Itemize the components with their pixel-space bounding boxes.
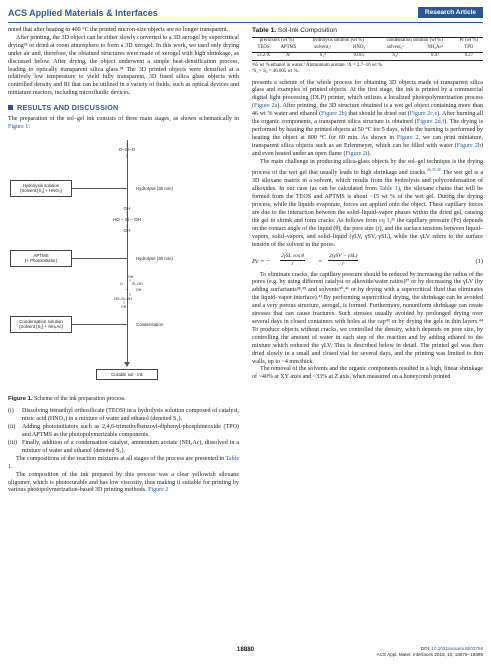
composition-table: [252, 37, 483, 61]
equation-fraction: 2(γSV − γSL) r: [329, 252, 358, 268]
table-footnotes: ᵃ65 wt % ethanol in water. ᵇAmmonium acetate. ᶜX = 2.7−16 wt %. ᵈS₁ + S₂ = 46.005 wt %.: [252, 62, 384, 75]
table-header: APTMS: [280, 45, 297, 51]
paragraph: The removal of the solvents and the organic components resulted in a high, linear shrinkage of ~40% at XY axes and ~33% at Z axis, when measured on a honeycomb printed: [252, 366, 483, 381]
flow-connector: [72, 258, 127, 259]
paragraph: The compositions of the reaction mixtures at all stages of the process are presented in Table 1.: [8, 455, 239, 470]
page-number: 18880: [236, 646, 255, 653]
table-header: TPO: [464, 45, 474, 51]
section-heading: RESULTS AND DISCUSSION: [8, 104, 239, 112]
figure-link[interactable]: Figure 2c,e: [409, 111, 438, 118]
table-header: condensation solution (wt %): [386, 38, 443, 44]
list-item: (iii) Finally, addition of a condensation catalyst, ammonium acetate (NH₄Ac), dissolved in a mixture of water and ethanol (denoted S₂).: [8, 440, 239, 454]
table-cell: 0.27: [464, 53, 474, 59]
right-column: [252, 27, 483, 382]
paragraph: presents a scheme of the whole process for obtaining 3D objects made of transparent silica glass and examples of printed objects. At the first stage, the ink is printed by a commercial digital light processing (DLP) printer, which utilizes a localized photopolymerization process (Figure 2a). After printing, the 3D structure obtained is a wet gel object containing more than 46 wt % water and ethanol (Figure 2b) that should be dried out (Figure 2c,e). After burning all the organic components, a transparent silica structure is obtained (Figure 2d,f). The drying is performed by heating the printed objects at 50 °C for 5 days, while the burning is performed by heating the object at 800 °C for 60 min. As shown in Figure 2, we can print miniature, transparent silica objects such as an Erlenmeyer, which can be filled with water (Figure 2h) and even heated under an open flame (Figure 2i).: [252, 79, 483, 157]
table-cell: S₂ᵈ: [392, 53, 399, 59]
paragraph: noted that after heating to 400 °C the printed micron-size objects are no longer transparent.: [8, 27, 229, 33]
figure-link[interactable]: Figure 2: [396, 134, 419, 141]
equation-number: (1): [475, 257, 483, 265]
journal-name: ACS Applied Materials & Interfaces: [8, 8, 158, 18]
table-cell: Xᶜ: [286, 53, 291, 59]
table-cell: 53.2-X: [256, 53, 271, 59]
figure-link[interactable]: Figure 2d,f: [416, 119, 445, 126]
list-item: (ii) Adding photoinitiators such as 2,4,6-trimethylbenzoyl-diphenyl-phosphineoxide (TPO) and APTMS as the photopolymerizable components.: [8, 424, 239, 439]
paragraph: The composition of the ink prepared by this process was a clear yellowish siloxane oligomer, which is photocurable and has low viscosity, thus making it suitable for printing by various photopolymerization-based 3D printing methods. Figure 2: [8, 471, 239, 494]
flow-connector: [72, 324, 127, 325]
table-header: precursors (wt %): [259, 38, 295, 44]
condensation-label: Condensation: [136, 321, 164, 327]
list-item: (i) Dissolving tetraethyl orthosilicate (TEOS) in a hydrolysis solution composed of catalyst, nitric acid (HNO₃) in a mixture of water and ethanol (denoted S₁).: [8, 408, 239, 423]
flow-connector: [72, 188, 127, 189]
citation-link[interactable]: 26,35,36: [426, 167, 441, 173]
svg-text:HO–Si–OH: HO–Si–OH: [114, 296, 132, 301]
arrow-down-icon: [124, 362, 130, 367]
figure-link[interactable]: Figure 2a: [254, 103, 278, 110]
section-square-icon: [8, 105, 13, 110]
process-steps: [8, 408, 239, 455]
aptms-box: APTMS (+ Photoinitiator): [10, 250, 72, 267]
condensation-solution-box: Condensation solution (Solvent [S₂] + NH₄Ac): [10, 316, 72, 333]
paragraph: To eliminate cracks, the capillary pressure should be reduced by increasing the radius of the pores (e.g. by using different catalyst or alkoxide/water ratios)³⁷ or by decreasing the γLV (by adding surfactants³⁸,³⁹ and solvents⁴⁰,⁴¹ or by drying with a supercritical fluid that eliminates the liquid–vapor interface).⁴² By performing supercritical drying, the shrinkage can be avoided and a very porous structure, aerogel, is formed. Furthermore, nonuniform shrinkage can create stresses that can cause fractures. Such stresses usually avoided by prolonged drying over several days in closed containers with holes at the cap⁴³ or by drying the gels in thin layers.⁴⁴ To produce objects without cracks, we controlled the density, which depends on pore size, by controlling the amount of water in each step of the reaction and by adding ethanol to the mixture which reduced the γLV. This is described below in detail. The printed gel was then dried slowly in a small and closed vial for several days, and the printing was limited to thin walls, up to ~4 mm thick.: [252, 271, 483, 365]
svg-text:+: +: [126, 287, 129, 292]
table-cell: S₁ᵈ: [319, 53, 326, 59]
header-rule: [8, 22, 483, 23]
paragraph: The main challenge in producing silica-glass objects by the sol–gel technique is the drying process of the wet gel that usually leads to high shrinkage and cracks.$^{26,35,36}$ The wet gel is a 3D siloxane matrix in a solvent, which results from the hydrolysis and polycondensation of alkoxides. In our case (as can be calculated from Table 1), the siloxane chains that will be formed from the TEOS and APTMS is about ~15 wt % of the wet gel. During the drying process, while the liquids evaporate, forces are applied onto the object. These capillary forces are due to the interaction between the solid–liquid–vapor phases within the dried gel, causing the gel to shrink and form cracks. As follows from eq 1,²⁶ the capillary pressure (Pc) depends on the contact angle of the liquid (θ), the pore size (r), and the surface tensions between liquid–vapors, solid–vapors, and solid–liquid (γLV, γSV, γSL), while the γLV refers to the surface tension of the solvent in the pores.: [252, 158, 484, 248]
scheme-figure: [8, 136, 239, 394]
table-header: TEOS: [257, 45, 270, 51]
table-header: solvent₂ᵃ: [386, 45, 404, 51]
figure-caption: Figure 1. Scheme of the ink preparation process.: [8, 395, 126, 402]
equation-fraction: 2γSL cos θ r: [281, 252, 304, 268]
table-header: PI (wt %): [459, 38, 479, 44]
hydrolysis-solution-box: Hydrolysis solution (Solvent [S₁] + HNO₃): [10, 180, 72, 197]
oligomer-structure-icon: [106, 274, 154, 312]
doi-block: DOI: 10.1021/acsami.8b03766 ACS Appl. Mater. Interfaces 2018, 10, 18879−18885: [376, 646, 483, 657]
svg-text:OH: OH: [121, 304, 127, 309]
table-title: Table 1. Sol-Ink Composition: [252, 27, 337, 34]
table-link[interactable]: Table 1: [379, 186, 398, 193]
table-header: NH₄Acᵇ: [427, 45, 444, 51]
svg-text:OH: OH: [136, 287, 142, 292]
figure-link[interactable]: Figure 2i: [345, 150, 368, 157]
figure-link[interactable]: Figure 2b: [321, 111, 345, 118]
svg-text:Si–OH: Si–OH: [132, 281, 143, 286]
page-footer: [8, 644, 483, 664]
paragraph: The preparation of the sol–gel ink consists of three main stages, as shown schematically in Figure 1:: [8, 116, 239, 130]
flow-line: [127, 140, 128, 364]
left-column: [8, 27, 239, 495]
table-cell: 0.015: [353, 53, 365, 59]
svg-text:O: O: [120, 281, 123, 286]
table-cell: 0.47: [431, 53, 440, 59]
figure-link[interactable]: Figure 2h: [456, 142, 481, 149]
siloxane-structure: | O–Si–O |: [118, 141, 136, 159]
citation-line: ACS Appl. Mater. Interfaces 2018, 10, 18879−18885: [376, 651, 483, 657]
svg-text:OH: OH: [128, 274, 134, 279]
equation-1: Pc = − 2γSL cos θ r = 2(γSV − γSL) r (1): [252, 252, 483, 268]
table-header: hydrolysis solution (wt %): [312, 38, 364, 44]
table-link[interactable]: Table 1: [8, 455, 239, 470]
paragraph: After printing, the 3D object can be either slowly converted to a 3D aerogel by supercritical drying³³ or dried at room atmosphere to form a 3D xerogel. In this work, we used only drying under air and, therefore, the obtained structures were made of xerogel with high shrinkage, as discussed below. After drying, the object underwent a simple heat-densification process, leading to optically transparent silica glass.³⁴ The 3D printed objects were densified at a relatively low temperature to yield fully transparent, 3D fused silica glass objects with controlled density and RI that can be utilized in a variety of fields, such as optical devices and miniature reactors, including microfluidic devices.: [8, 34, 239, 97]
table-header: solvent₁ᵃ: [314, 45, 332, 51]
equation-link[interactable]: eq 1: [379, 217, 390, 224]
curable-ink-box: Curable sol - ink: [96, 369, 158, 381]
figure-link[interactable]: Figure 1: [8, 123, 29, 130]
table-header: HNO₃: [353, 45, 366, 51]
hydrolyse-label: Hydrolyse (30 min): [136, 185, 173, 191]
hydrolyse-label: Hydrolyse (30 min): [136, 255, 173, 261]
silanol-structure: OH | HO – Si – OH | OH: [112, 205, 142, 234]
article-type-badge: Research Article: [418, 7, 483, 18]
figure-link[interactable]: Figure 2: [148, 487, 169, 494]
doi-link[interactable]: 10.1021/acsami.8b03766: [431, 646, 483, 651]
table-row: [252, 52, 483, 60]
